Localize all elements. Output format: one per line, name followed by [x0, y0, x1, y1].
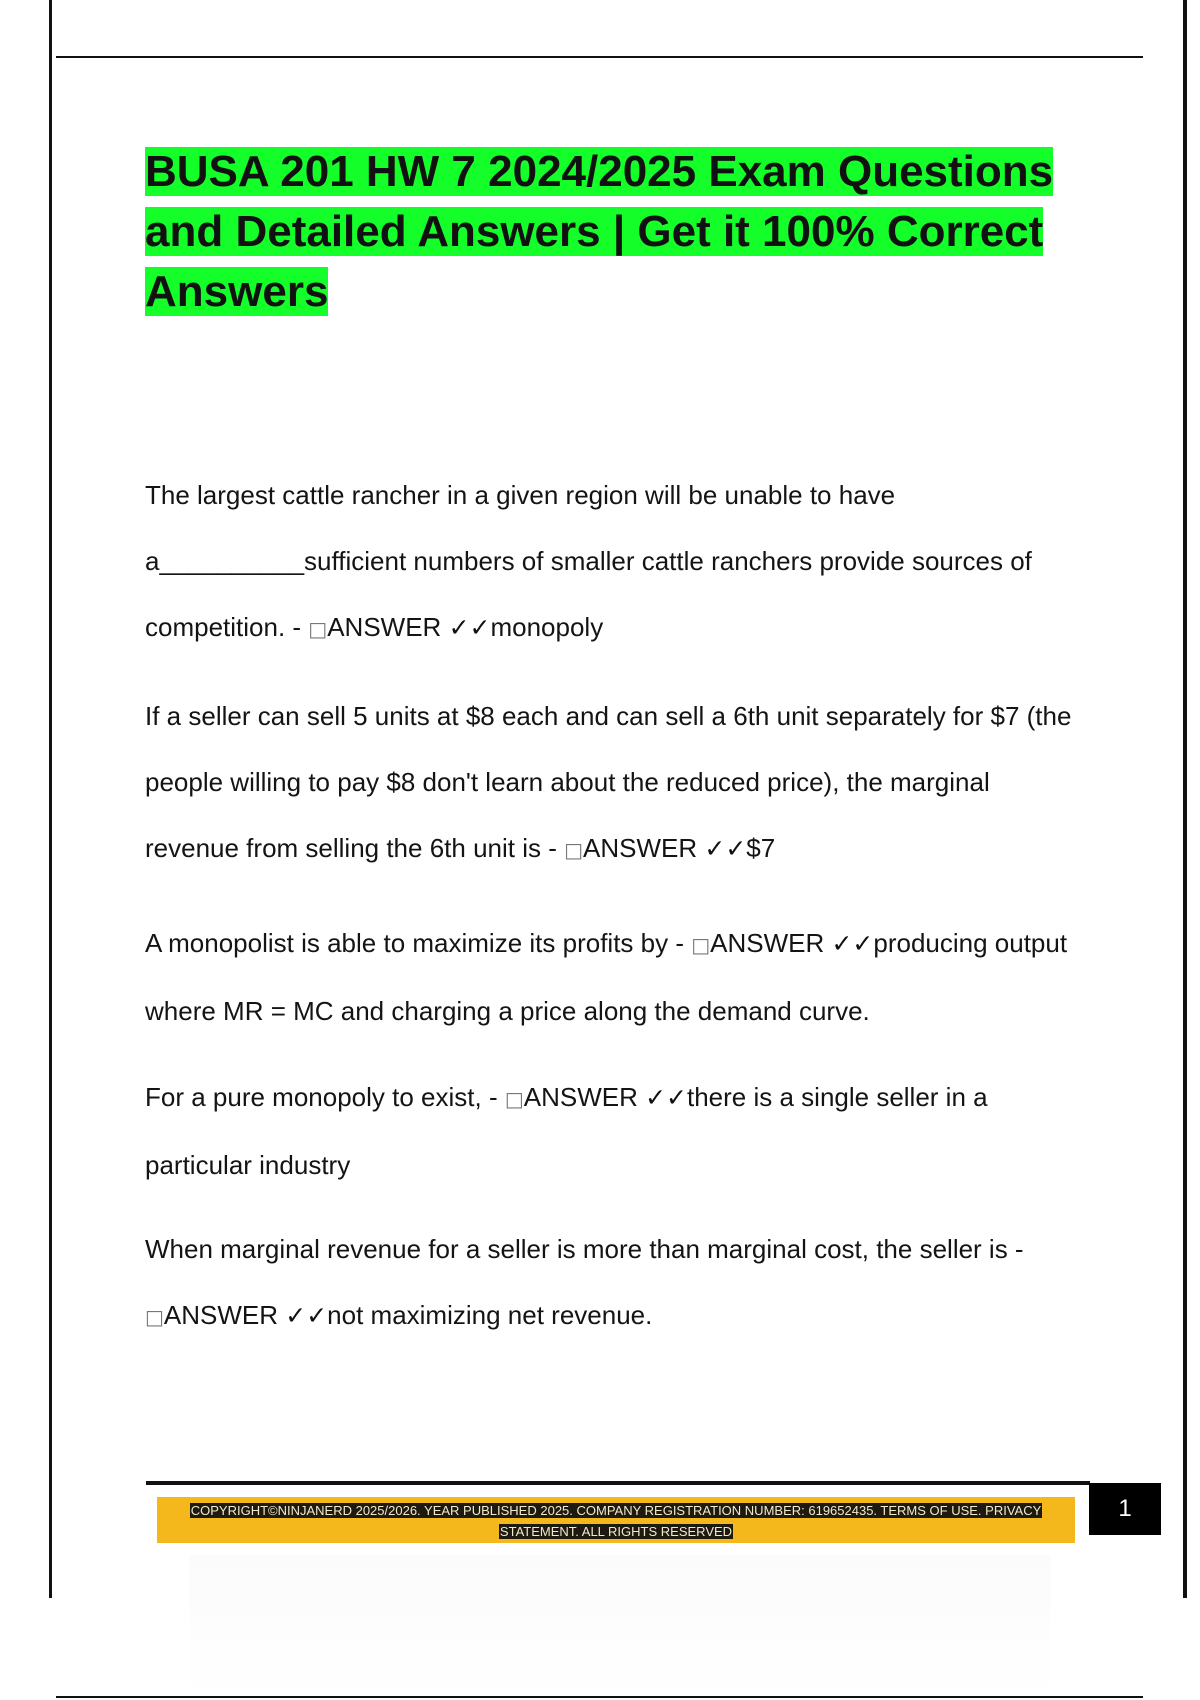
answer-text: producing output where MR = MC and charging a price along the demand curve.: [145, 928, 1068, 1026]
answer-box-icon: □: [308, 617, 328, 641]
question-text: When marginal revenue for a seller is more than marginal cost, the seller is -: [145, 1234, 1024, 1264]
question-text: For a pure monopoly to exist, -: [145, 1082, 505, 1112]
checkmark-icon: ✓✓: [645, 1083, 687, 1112]
footer-copyright-text: COPYRIGHT©NINJANERD 2025/2026. YEAR PUBLISHED 2025. COMPANY REGISTRATION NUMBER: 619652435. TERMS OF USE. PRIVACY STATEMENT. ALL RIGHTS RESERVED: [190, 1503, 1042, 1539]
answer-label: ANSWER: [327, 612, 442, 642]
answer-box-icon: □: [564, 838, 584, 862]
document-title-text: BUSA 201 HW 7 2024/2025 Exam Questions and Detailed Answers | Get it 100% Correct Answers: [145, 147, 1054, 316]
qa-item-5: [145, 1216, 1085, 1350]
answer-label: ANSWER: [163, 1300, 279, 1330]
question-text: The largest cattle rancher in a given region will be unable to have a__________sufficient numbers of smaller cattle ranchers provide sources of competition. -: [145, 480, 1032, 642]
answer-text: not maximizing net revenue.: [327, 1300, 653, 1330]
qa-item-1: [145, 462, 1085, 662]
answer-label: ANSWER: [710, 928, 825, 958]
document-title: [145, 142, 1085, 322]
answer-box-icon: □: [691, 933, 711, 957]
answer-label: ANSWER: [523, 1082, 638, 1112]
qa-item-4: [145, 1064, 1085, 1198]
answer-box-icon: □: [504, 1087, 524, 1111]
answer-text: $7: [746, 833, 776, 863]
checkmark-icon: ✓✓: [831, 929, 874, 958]
question-text: If a seller can sell 5 units at $8 each and can sell a 6th unit separately for $7 (the people willing to pay $8 don't learn about the reduced price), the marginal revenue from selling the 6th unit is -: [145, 701, 1072, 863]
footer-copyright: [163, 1500, 1069, 1542]
answer-label: ANSWER: [583, 833, 698, 863]
bottom-rule: [56, 1696, 1143, 1698]
checkmark-icon: ✓✓: [704, 834, 747, 863]
footer-rule: [146, 1481, 1090, 1485]
qa-item-3: [145, 910, 1085, 1044]
header-rule: [56, 56, 1143, 58]
checkmark-icon: ✓✓: [285, 1301, 328, 1330]
question-text: A monopolist is able to maximize its profits by -: [145, 928, 692, 958]
page-bottom-area: [190, 1555, 1050, 1700]
answer-text: monopoly: [490, 612, 604, 642]
answer-box-icon: □: [145, 1305, 164, 1329]
checkmark-icon: ✓✓: [448, 613, 491, 642]
page-right-border: [1183, 0, 1187, 1598]
answer-text: there is a single seller in a particular industry: [145, 1082, 988, 1180]
qa-item-2: [145, 683, 1085, 883]
page-number: 1: [1089, 1483, 1161, 1535]
page-left-border: [49, 0, 52, 1598]
